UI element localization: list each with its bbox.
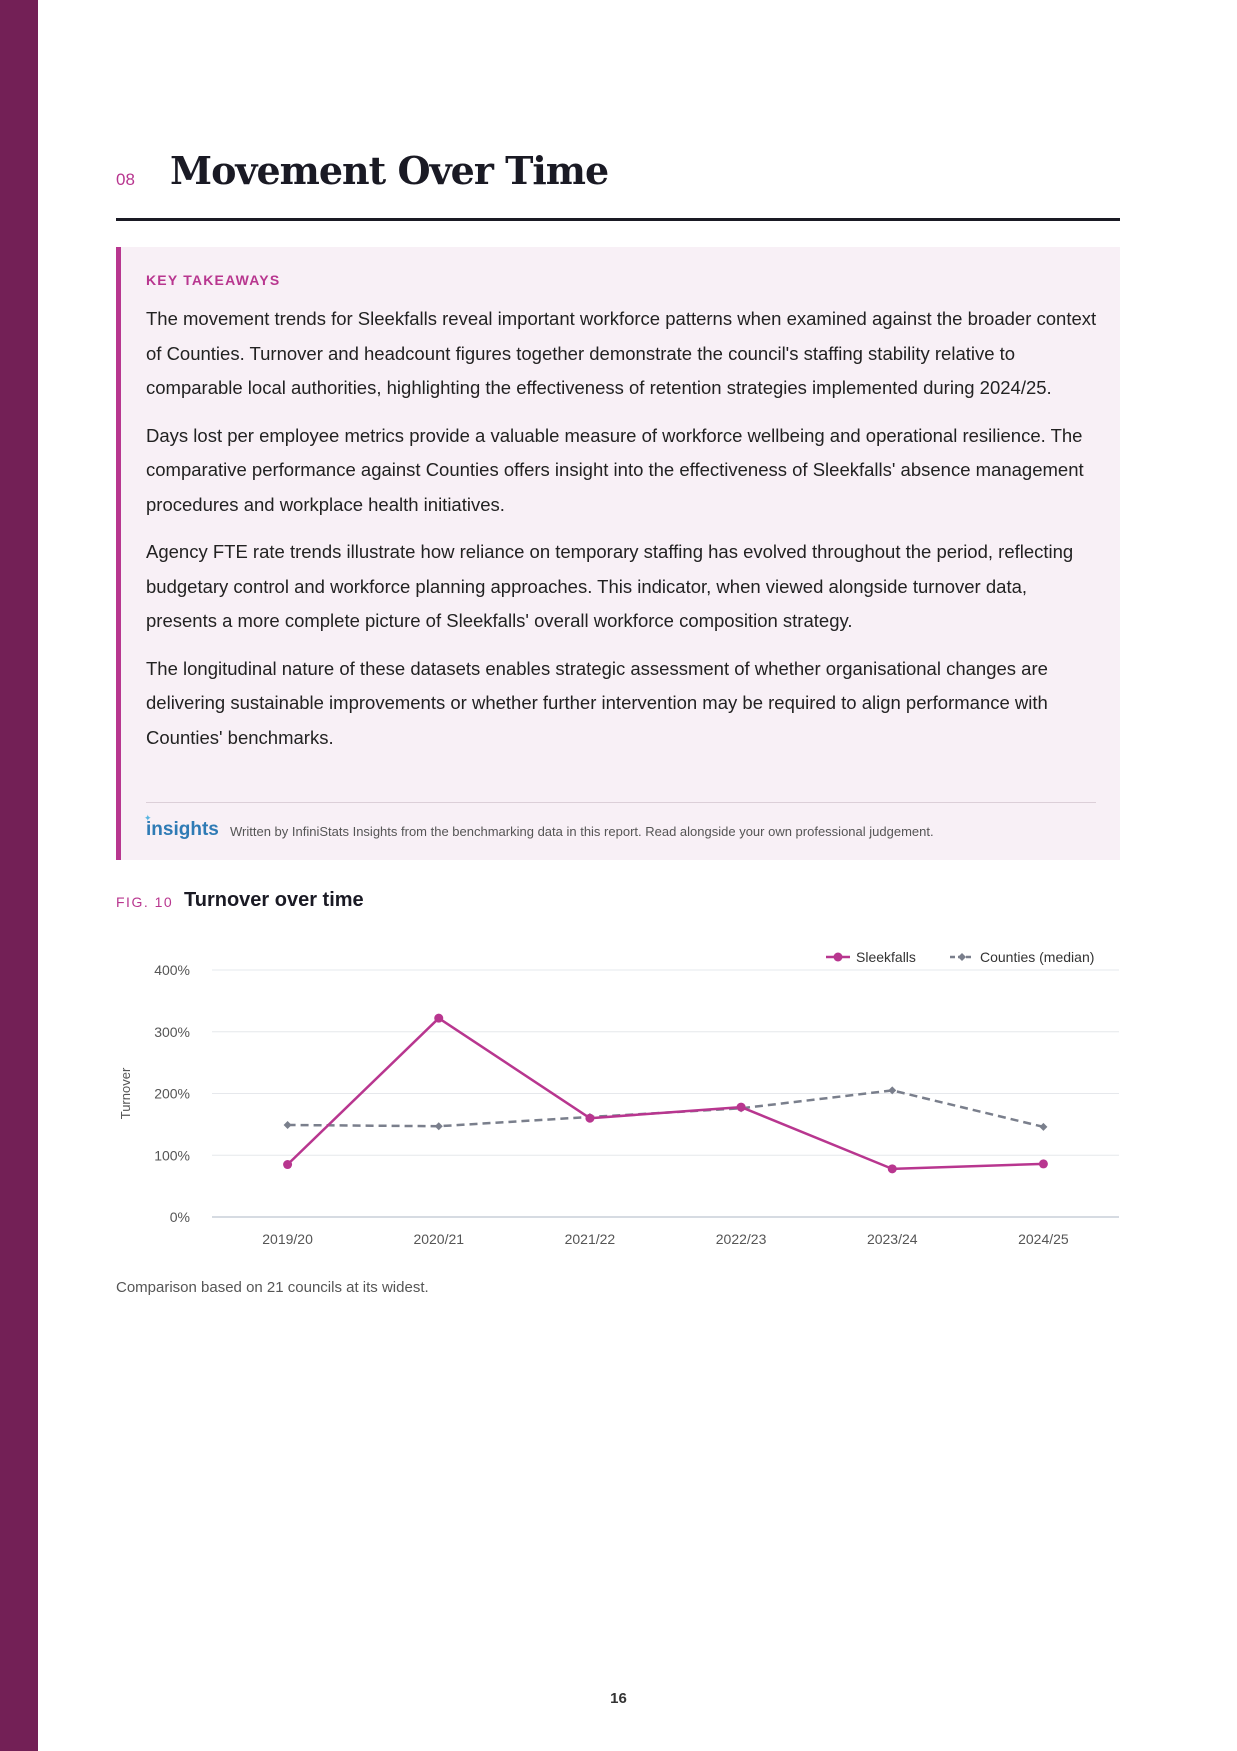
page-number: 16 <box>610 1690 627 1707</box>
sleekfalls-data-point <box>283 1160 292 1169</box>
counties-data-point <box>1039 1123 1047 1131</box>
side-bar <box>0 0 38 1751</box>
figure-header <box>116 889 716 915</box>
takeaway-paragraph: The movement trends for Sleekfalls reveal important workforce patterns when examined against the broader context of Counties. Turnover and headcount figures together demonstrate the council's staffing stability relative to comparable local authorities, highlighting the effectiveness of retention strategies implemented during 2024/25. <box>146 308 1097 398</box>
insights-logo: insights <box>146 819 219 840</box>
legend-counties-label: Counties (median) <box>980 949 1095 965</box>
takeaways-footer-note: Written by InfiniStats Insights from the benchmarking data in this report. Read alongside your own professional judgement. <box>230 824 934 839</box>
sparkle-icon: ✦ <box>144 813 152 823</box>
key-takeaways-label: KEY TAKEAWAYS <box>146 272 281 288</box>
y-tick-label: 200% <box>154 1085 190 1102</box>
legend-sleekfalls-label: Sleekfalls <box>856 949 916 965</box>
turnover-chart <box>116 940 1120 1250</box>
counties-series-line <box>288 1090 1044 1126</box>
legend-sleekfalls-marker <box>834 953 843 962</box>
key-takeaways-panel <box>116 247 1120 860</box>
x-tick-label: 2020/21 <box>413 1231 465 1247</box>
y-tick-label: 100% <box>154 1147 190 1164</box>
y-axis-label: Turnover <box>118 1067 133 1120</box>
sleekfalls-data-point <box>585 1114 594 1123</box>
counties-data-point <box>284 1121 292 1129</box>
takeaways-divider <box>146 802 1096 803</box>
y-tick-label: 400% <box>154 962 190 978</box>
x-tick-label: 2021/22 <box>564 1231 616 1247</box>
sleekfalls-data-point <box>737 1103 746 1112</box>
figure-number: FIG. 10 <box>116 894 174 910</box>
x-tick-label: 2022/23 <box>715 1231 767 1247</box>
sleekfalls-data-point <box>888 1164 897 1173</box>
section-number: 08 <box>116 170 135 189</box>
x-tick-label: 2024/25 <box>1018 1231 1069 1247</box>
section-rule <box>116 218 1120 221</box>
key-takeaways-body <box>146 302 1101 768</box>
section-title: Movement Over Time <box>170 148 609 193</box>
takeaway-paragraph: Days lost per employee metrics provide a valuable measure of workforce wellbeing and operational resilience. The comparative performance against Counties offers insight into the effectiveness of Sleekfalls' absence management procedures and workplace health initiatives. <box>146 424 1084 515</box>
y-tick-label: 300% <box>154 1023 190 1040</box>
takeaway-paragraph: Agency FTE rate trends illustrate how reliance on temporary staffing has evolved throughout the period, reflecting budgetary control and workforce planning approaches. This indicator, when viewed alongside turnover data, presents a more complete picture of Sleekfalls' overall workforce composition strategy. <box>146 541 1074 631</box>
chart-note: Comparison based on 21 councils at its widest. <box>116 1279 429 1296</box>
x-tick-label: 2019/20 <box>262 1231 313 1247</box>
counties-data-point <box>435 1122 443 1130</box>
section-header <box>116 148 1120 222</box>
x-tick-label: 2023/24 <box>866 1231 918 1247</box>
sleekfalls-data-point <box>1039 1159 1048 1168</box>
y-tick-label: 0% <box>169 1209 190 1225</box>
takeaway-paragraph: The longitudinal nature of these datasets enables strategic assessment of whether organisational changes are delivering sustainable improvements or whether further intervention may be required to align performance with Counties' benchmarks. <box>146 657 1048 748</box>
turnover-chart-svg <box>116 940 1120 1250</box>
figure-title: Turnover over time <box>184 889 364 911</box>
sleekfalls-data-point <box>434 1014 443 1023</box>
legend-counties-marker <box>958 953 966 961</box>
